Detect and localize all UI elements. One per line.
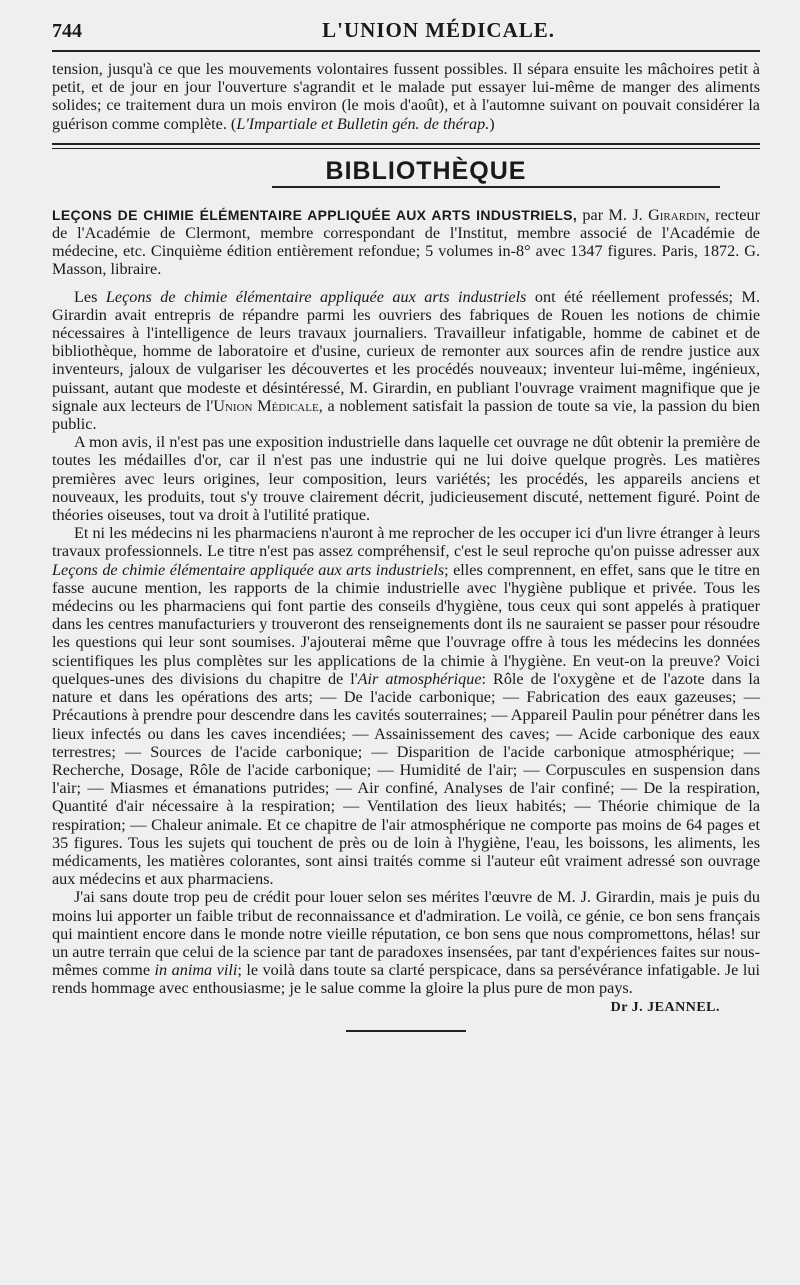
p3-text-a: Et ni les médecins ni les pharmaciens n'auront à me reprocher de les occuper ici d'un livre étranger à leurs travaux professionnels. Le titre n'est pas assez compréhensif, c'est le seul reproche qu'on puisse adresser aux: [52, 524, 760, 561]
p1-journal-name: Union Médicale: [213, 396, 319, 415]
p1-text-a: Les: [74, 287, 106, 306]
p3-chapter-title: Air atmosphérique: [357, 669, 482, 688]
book-entry: [52, 206, 760, 279]
p1-text-b: ont été réellement professés; M. Girardin avait entrepris de répandre parmi les ouvriers des fabriques de Rouen les notions de chimie nécessaires à l'intelligence de leurs travaux journaliers. Travailleur infatigable, homme de cabinet et de bibliothèque, homme de laboratoire et d'usine, curieux de remonter aux sources afin de rendre justice aux inventeurs, jaloux de vulgariser les découvertes et les procédés nouveaux; inventeur lui-même, ingénieux, puissant, autant que modeste et désintéressé, M. Girardin, en publiant l'ouvrage vraiment magnifique que je signale aux lecteurs de l': [52, 287, 760, 415]
author-signature: Dr J. JEANNEL.: [610, 999, 720, 1015]
section-divider: [52, 143, 760, 149]
continued-text: tension, jusqu'à ce que les mouvements volontaires fussent possibles. Il sépara ensuite les mâchoires petit à petit, et de jour en jour l'ouverture s'agrandit et le malade put essayer lui-même de manger des aliments solides; ce traitement dura un mois environ (le mois d'août), et à l'automne suivant on pouvait considérer la guérison comme complète. (: [52, 60, 760, 133]
review-paragraph-1: [52, 288, 760, 434]
page-number: 744: [52, 20, 82, 42]
continued-paragraph: [52, 60, 760, 133]
source-citation: L'Impartiale et Bulletin gén. de thérap.: [236, 114, 490, 133]
book-author: Girardin: [648, 205, 706, 224]
section-heading: [52, 157, 760, 186]
page-header: [52, 18, 760, 52]
section-title: BIBLIOTHÈQUE: [325, 156, 527, 185]
running-head: L'UNION MÉDICALE.: [322, 18, 555, 42]
p1-book-title: Leçons de chimie élémentaire appliquée aux arts industriels: [105, 287, 527, 306]
citation-close: ): [489, 114, 495, 133]
p4-text-b: ; le voilà dans toute sa clarté perspicace, dans sa persévérance infatigable. Je lui rends hommage avec enthousiasme; je le salue comme la gloire la plus pure de mon pays.: [52, 961, 760, 998]
end-rule: [346, 1030, 466, 1032]
book-title: LEÇONS DE CHIMIE ÉLÉMENTAIRE APPLIQUÉE AUX ARTS INDUSTRIELS,: [52, 206, 578, 223]
p4-text-a: J'ai sans doute trop peu de crédit pour louer selon ses mérites l'œuvre de M. J. Girardin, mais je puis du moins lui apporter un faible tribut de reconnaissance et d'admiration. Le voilà, ce génie, ce bon sens français qui maintient encore dans le monde notre vieille réputation, ce bon sens que nous compromettons, hélas! sur un autre terrain que celui de la science par tant de paradoxes insensées, par tant d'expériences faites sur nous-mêmes comme: [52, 888, 760, 980]
book-by: par M. J.: [577, 205, 649, 224]
p1-text-c: , a noblement satisfait la passion de toute sa vie, la passion du bien public.: [52, 396, 760, 434]
p3-text-c: : Rôle de l'oxygène et de l'azote dans la nature et dans les opérations des arts; — De l'acide carbonique; — Fabrication des eaux gazeuses; — Précautions à prendre pour descendre dans les cavités souterraines; — Appareil Paulin pour pénétrer dans les lieux infectés ou dans les caves incendiées; — Assainissement des caves; — Acide carbonique des eaux terrestres; — Sources de l'acide carbonique; — Disparition de l'acide carbonique atmosphérique; — Recherche, Dosage, Rôle de l'acide carbonique; — Humidité de l'air; — Corpuscules en suspension dans l'air; — Miasmes et émanations putrides; — Air confiné, Analyses de l'air confiné; — De la respiration, Quantité d'air nécessaire à la respiration; — Ventilation des lieux habités; — Théorie chimique de la respiration; — Chaleur animale. Et ce chapitre de l'air atmosphérique ne comporte pas moins de 64 pages et 35 figures. Tous les sujets qui touchent de près ou de loin à l'hygiène, l'eau, les boissons, les aliments, les médicaments, les matières colorantes, sont ainsi traités comme si l'auteur eût vraiment adressé son ouvrage aux médecins et aux pharmaciens.: [52, 669, 760, 889]
book-details: , recteur de l'Académie de Clermont, membre correspondant de l'Institut, membre associé de l'Académie de médecine, etc. Cinquième édition entièrement refondue; 5 volumes in-8° avec 1347 figures. Paris, 1872. G. Masson, libraire.: [52, 205, 760, 279]
review-paragraph-4: [52, 888, 760, 997]
p3-book-title: Leçons de chimie élémentaire appliquée aux arts industriels: [52, 560, 445, 579]
review-paragraph-3: [52, 524, 760, 888]
section-title-rule: [272, 186, 720, 188]
p4-latin-phrase: in anima vili: [154, 961, 238, 980]
p3-text-b: ; elles comprennent, en effet, sans que le titre en fasse aucune mention, les rapports de la chimie industrielle avec l'hygiène publique et privée. Tous les médecins ou les pharmaciens qui font partie des conseils d'hygiène, tous ceux qui sont appelés à pratiquer dans les centres manufacturiers y trouveront des renseignements dont ils ne sauraient se passer pour résoudre les questions qui leur sont soumises. J'ajouterai même que l'ouvrage offre à tous les médecins les données scientifiques les plus complètes sur les applications de la chimie à l'hygiène. En veut-on la preuve? Voici quelques-unes des divisions du chapitre de l': [52, 560, 761, 688]
review-paragraph-2: A mon avis, il n'est pas une exposition industrielle dans laquelle cet ouvrage ne dût obtenir la première de toutes les médailles d'or, car il n'est pas une industrie qui ne lui doive quelque progrès. Les matières premières avec leurs origines, leur composition, leurs variétés; les procédés, les appareils anciens et nouveaux, les produits, tout s'y trouve clairement décrit, judicieusement discuté, nettement figuré. Point de théories oiseuses, tout va droit à l'utilité pratique.: [52, 433, 760, 525]
